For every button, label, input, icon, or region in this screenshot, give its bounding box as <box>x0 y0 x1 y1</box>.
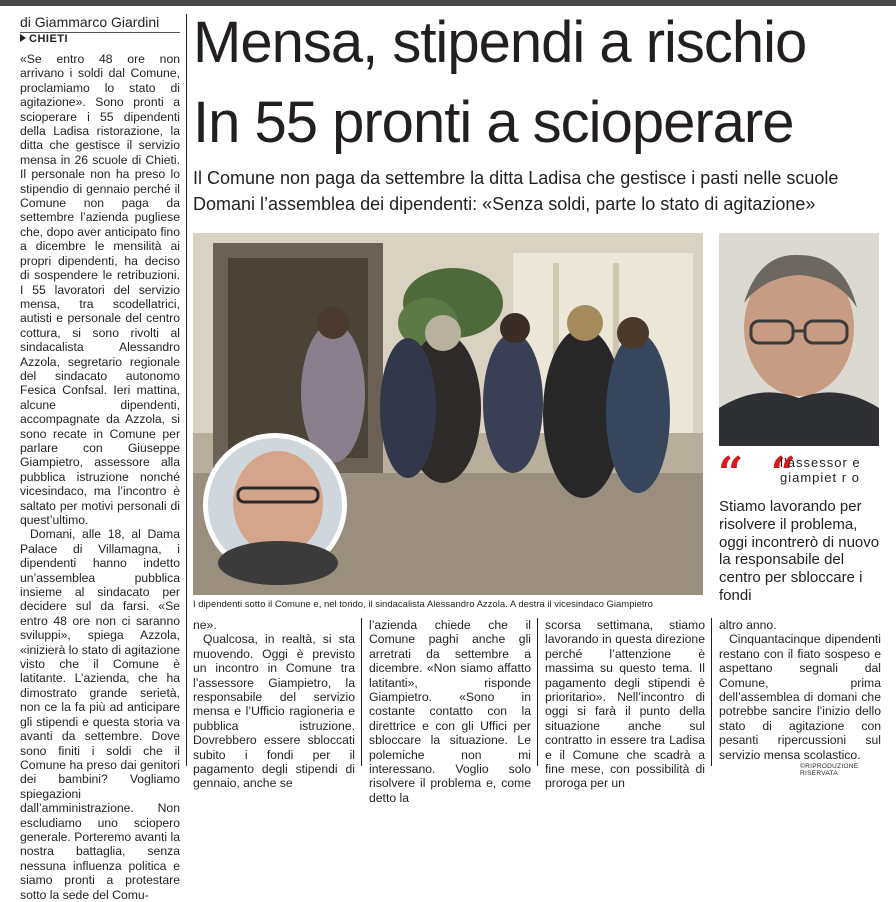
portrait-illustration <box>719 233 879 446</box>
photo-caption: I dipendenti sotto il Comune e, nel tondo, il sindacalista Alessandro Azzola. A destra il vicesindaco Giampietro <box>193 599 653 610</box>
quote-attribution: l’assessor e giampiet r o <box>780 455 861 485</box>
play-icon <box>20 34 26 42</box>
portrait-photo <box>719 233 879 446</box>
top-bar <box>0 0 896 6</box>
column-1 <box>20 52 180 902</box>
subheadline-line-1: Il Comune non paga da settembre la ditta Ladisa che gestisce i pasti nelle scuole <box>193 168 839 188</box>
column-divider <box>186 14 187 766</box>
byline: di Giammarco Giardini <box>20 14 180 33</box>
paragraph: Qualcosa, in realtà, si sta muovendo. Oggi è previsto un incontro in Comune tra l’assessore Giampietro, la responsabile del servizio mensa e l’Ufficio ragioneria e pubblica istruzione. Dovrebbero essere sbloccati subito i fondi per il pagamento degli stipendi di gennaio, anche se <box>193 632 355 791</box>
headline-line-2: In 55 pronti a scioperare <box>193 90 794 155</box>
column-4 <box>545 618 705 791</box>
dateline-text: CHIETI <box>29 33 69 45</box>
paragraph: «Se entro 48 ore non arrivano i soldi dal Comune, proclamiamo lo stato di agitazione». Sono pronti a scioperare i 55 dipendenti della Ladisa ristorazione, la ditta che gestisce il servizio mensa in 26 scuole di Chieti. Il personale non ha preso lo stipendio di gennaio perché il Comune non paga da settembre l’azienda pugliese che, dopo aver anticipato fino a dicembre le mensilità ai propri dipendenti, ha deciso di sospendere le retribuzioni. I 55 lavoratori del servizio mensa, tra scodellatrici, autisti e personale del centro cottura, si sono rivolti al sindacalista Alessandro Azzola, segretario regionale del sindacato autonomo Fesica Confsal. Ieri mattina, alcune dipendenti, accompagnate da Azzola, si sono recate in Comune per parlare con Giuseppe Giampietro, assessore alla pubblica istruzione nonché vicesindaco, ma l’incontro è saltato per motivi personali di quest’ultimo. <box>20 52 180 527</box>
headline-line-1: Mensa, stipendi a rischio <box>193 10 807 75</box>
column-divider <box>537 618 538 766</box>
pull-quote: Stiamo lavorando per risolvere il problema, oggi incontrerò di nuovo la responsabile del centro per sbloccare i fondi <box>719 498 880 604</box>
dateline <box>20 33 68 45</box>
paragraph: Cinquantacinque dipendenti restano con il fiato sospeso e aspettano segnali dal Comune, prima dell’assemblea di domani che potrebbe sancire l’inizio dello stato di agitazione con pesanti ripercussioni sul servizio mensa scolastico. <box>719 632 881 762</box>
paragraph: scorsa settimana, stiamo lavorando in questa direzione perché l’attenzione è massima su questo tema. Il pagamento degli stipendi è prioritario». Nell’incontro di oggi si farà il punto della situazione anche sul contratto in essere tra Ladisa e il Comune che scadrà a fine mese, con possibilità di proroga per un <box>545 618 705 791</box>
column-3 <box>369 618 531 805</box>
paragraph: ne». <box>193 618 217 632</box>
main-photo <box>193 233 703 595</box>
column-2 <box>193 618 355 791</box>
column-5 <box>719 618 881 762</box>
column-divider <box>361 618 362 766</box>
paragraph: altro anno. <box>719 618 777 632</box>
subheadline-line-2: Domani l’assemblea dei dipendenti: «Senza soldi, parte lo stato di agitazione» <box>193 194 816 214</box>
column-divider <box>711 618 712 766</box>
paragraph: l’azienda chiede che il Comune paghi anche gli arretrati da settembre a dicembre. «Non siamo affatto latitanti», risponde Giampietro. «Sono in costante contatto con la direttrice e con gli Uffici per sbloccare la situazione. Le polemiche non mi interessano. Voglio solo risolvere il problema e, come detto la <box>369 618 531 805</box>
subheadline <box>193 165 893 217</box>
quote-marks-icon: “ “ <box>718 448 802 499</box>
headline <box>193 10 883 155</box>
copyright-notice: ©RIPRODUZIONE RISERVATA <box>800 763 859 777</box>
group-photo-illustration <box>193 233 703 595</box>
paragraph: Domani, alle 18, al Dama Palace di Villamagna, i dipendenti hanno indetto un’assemblea pubblica insieme al sindacato per decidere sul da farsi. «Se entro 48 ore non ci saranno sviluppi», spiega Azzola, «inizierà lo stato di agitazione visto che il Comune è latitante. L’azienda, che ha dimostrato grande serietà, non ce la fa più ad anticipare gli stipendi e questa storia va avanti da settembre. Dove sono finiti i soldi che il Comune ha preso dai genitori dei bambini? Vogliamo spiegazioni dall’amministrazione. Non escludiamo uno sciopero generale. Porteremo avanti la nostra battaglia, senza nessuna influenza politica e siamo pronti a protestare sotto la sede del Comu- <box>20 527 180 902</box>
